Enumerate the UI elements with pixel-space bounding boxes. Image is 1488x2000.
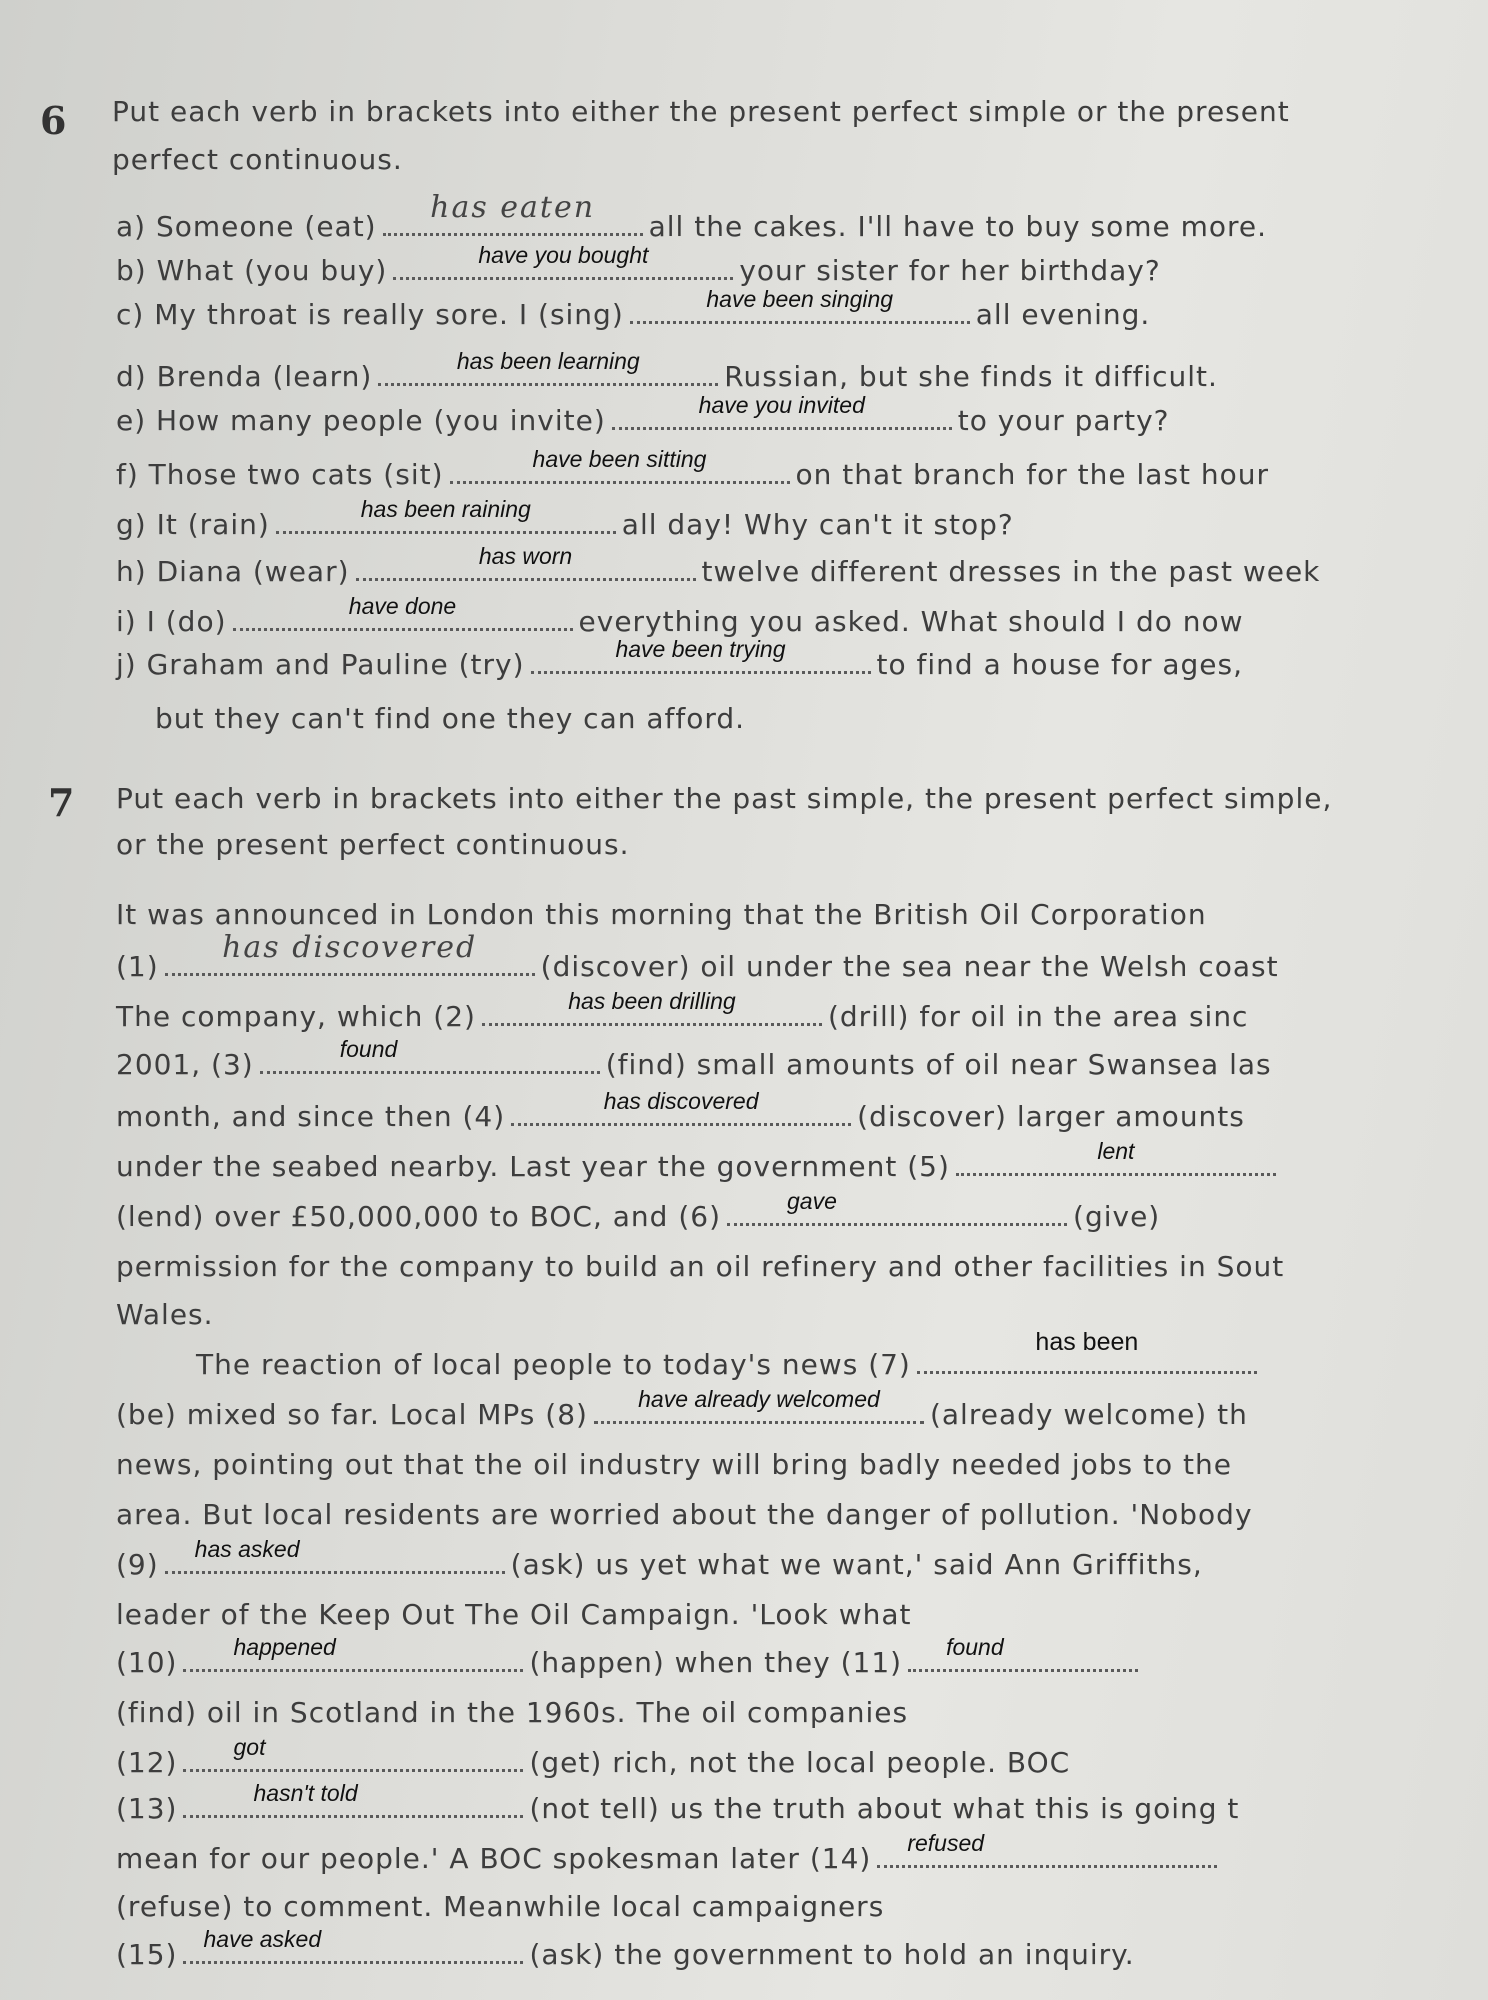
item-rest: to your party? xyxy=(957,404,1170,437)
passage-line-20 xyxy=(116,1830,1223,1875)
answer-blank[interactable] xyxy=(531,636,871,674)
answer-text: has been learning xyxy=(456,348,640,374)
passage-line-13: area. But local residents are worried about the danger of pollution. 'Nobody xyxy=(116,1498,1253,1531)
gap-label: (1) xyxy=(116,950,159,983)
answer-blank[interactable] xyxy=(594,1386,924,1424)
exercise-6-item-a xyxy=(116,190,1268,243)
exercise-6-item-f xyxy=(116,446,1270,491)
passage-line-12: news, pointing out that the oil industry will bring badly needed jobs to the xyxy=(116,1448,1233,1481)
answer-text: has been xyxy=(1035,1328,1139,1356)
answer-blank[interactable] xyxy=(450,446,790,484)
passage-line-6 xyxy=(116,1138,1282,1183)
answer-blank[interactable] xyxy=(917,1328,1257,1374)
passage-line-17: (find) oil in Scotland in the 1960s. The oil companies xyxy=(116,1696,909,1729)
gap-label: (12) xyxy=(116,1746,178,1779)
item-rest: Russian, but she finds it difficult. xyxy=(724,360,1218,393)
answer-text: have been trying xyxy=(615,636,786,662)
answer-text: found xyxy=(946,1634,1004,1660)
passage-line-16 xyxy=(116,1634,1144,1679)
exercise-6-item-e xyxy=(116,392,1170,437)
item-prompt: g) It (rain) xyxy=(116,508,270,541)
passage-text: 2001, (3) xyxy=(116,1048,254,1081)
passage-text: (discover) oil under the sea near the Welsh coast xyxy=(540,950,1279,983)
answer-text: have been sitting xyxy=(532,446,707,472)
item-rest: all evening. xyxy=(975,298,1151,331)
answer-blank[interactable] xyxy=(877,1830,1217,1868)
item-prompt: f) Those two cats (sit) xyxy=(116,458,444,491)
passage-text: (already welcome) th xyxy=(929,1398,1248,1431)
passage-line-5 xyxy=(116,1088,1245,1133)
passage-line-9: Wales. xyxy=(116,1298,214,1331)
passage-text: (happen) when they (11) xyxy=(529,1646,903,1679)
exercise-6-item-j xyxy=(116,636,1244,681)
exercise-7-number: 7 xyxy=(48,780,75,825)
answer-text: has eaten xyxy=(430,190,596,225)
answer-blank[interactable] xyxy=(183,1734,523,1772)
item-prompt: c) My throat is really sore. I (sing) xyxy=(116,298,624,331)
exercise-6-number: 6 xyxy=(40,98,67,143)
passage-line-8: permission for the company to build an oil refinery and other facilities in Sout xyxy=(116,1250,1285,1283)
item-prompt: h) Diana (wear) xyxy=(116,555,350,588)
item-rest: your sister for her birthday? xyxy=(739,254,1161,287)
answer-blank[interactable] xyxy=(482,988,822,1026)
answer-text: has asked xyxy=(194,1536,300,1562)
answer-blank[interactable] xyxy=(378,348,718,386)
answer-blank[interactable] xyxy=(165,1536,505,1574)
answer-text: found xyxy=(339,1036,398,1062)
answer-blank[interactable] xyxy=(233,593,573,631)
answer-text: hasn't told xyxy=(253,1780,358,1806)
answer-text: gave xyxy=(787,1188,837,1214)
passage-text: (get) rich, not the local people. BOC xyxy=(529,1746,1071,1779)
item-prompt: a) Someone (eat) xyxy=(116,210,377,243)
passage-text: (be) mixed so far. Local MPs (8) xyxy=(116,1398,588,1431)
answer-blank[interactable] xyxy=(276,496,616,534)
passage-line-18 xyxy=(116,1734,1071,1779)
exercise-6-item-h xyxy=(116,543,1321,588)
passage-text: (ask) the government to hold an inquiry. xyxy=(529,1938,1135,1971)
answer-text: have done xyxy=(348,593,457,619)
passage-text: (not tell) us the truth about what this is going t xyxy=(529,1792,1240,1825)
answer-text: has discovered xyxy=(222,930,478,965)
answer-text: has worn xyxy=(478,543,573,569)
exercise-6-item-g xyxy=(116,496,1014,541)
answer-text: lent xyxy=(1097,1138,1135,1164)
passage-line-3 xyxy=(116,988,1249,1033)
passage-line-2 xyxy=(116,930,1279,983)
answer-blank[interactable] xyxy=(260,1036,600,1074)
answer-blank[interactable] xyxy=(183,1780,523,1818)
passage-text: (give) xyxy=(1073,1200,1161,1233)
answer-text: have you invited xyxy=(698,392,865,418)
item-rest: all day! Why can't it stop? xyxy=(621,508,1014,541)
passage-line-10 xyxy=(196,1328,1263,1381)
passage-line-19 xyxy=(116,1780,1240,1825)
answer-blank[interactable] xyxy=(630,286,970,324)
passage-text: The reaction of local people to today's news (7) xyxy=(196,1348,911,1381)
answer-text: got xyxy=(233,1734,266,1760)
passage-text: (find) small amounts of oil near Swansea las xyxy=(605,1048,1272,1081)
passage-line-11 xyxy=(116,1386,1248,1431)
passage-line-22 xyxy=(116,1926,1135,1971)
gap-label: (10) xyxy=(116,1646,178,1679)
answer-text: has been drilling xyxy=(568,988,736,1014)
answer-blank[interactable] xyxy=(956,1138,1276,1176)
passage-line-4 xyxy=(116,1036,1272,1081)
item-prompt: b) What (you buy) xyxy=(116,254,388,287)
answer-blank[interactable] xyxy=(165,930,535,976)
item-prompt: i) I (do) xyxy=(116,605,227,638)
item-rest: twelve different dresses in the past week xyxy=(701,555,1321,588)
answer-blank[interactable] xyxy=(727,1188,1067,1226)
passage-line-1: It was announced in London this morning that the British Oil Corporation xyxy=(116,898,1207,931)
passage-text: month, and since then (4) xyxy=(116,1100,506,1133)
answer-text: has been raining xyxy=(360,496,531,522)
answer-blank[interactable] xyxy=(356,543,696,581)
item-rest: to find a house for ages, xyxy=(876,648,1244,681)
item-prompt: e) How many people (you invite) xyxy=(116,404,606,437)
exercise-6-item-b xyxy=(116,242,1161,287)
passage-line-7 xyxy=(116,1188,1161,1233)
item-prompt: j) Graham and Pauline (try) xyxy=(116,648,525,681)
exercise-7-instruction-line-1: Put each verb in brackets into either the past simple, the present perfect simple, xyxy=(116,782,1333,815)
answer-text: have you bought xyxy=(478,242,649,268)
answer-blank[interactable] xyxy=(612,392,952,430)
exercise-6-item-j-continuation: but they can't find one they can afford. xyxy=(155,702,746,735)
exercise-6-instruction-line-1: Put each verb in brackets into either the present perfect simple or the present xyxy=(112,95,1290,128)
answer-blank[interactable] xyxy=(511,1088,851,1126)
answer-text: refused xyxy=(907,1830,985,1856)
answer-text: have been singing xyxy=(706,286,894,312)
gap-label: (9) xyxy=(116,1548,159,1581)
exercise-6-instruction-line-2: perfect continuous. xyxy=(112,143,403,176)
passage-text: (drill) for oil in the area sinc xyxy=(827,1000,1249,1033)
item-rest: everything you asked. What should I do now xyxy=(578,605,1244,638)
answer-blank[interactable] xyxy=(383,190,643,236)
answer-text: have asked xyxy=(203,1926,322,1952)
passage-text: The company, which (2) xyxy=(116,1000,476,1033)
gap-label: (15) xyxy=(116,1938,178,1971)
exercise-6-item-i xyxy=(116,593,1244,638)
gap-label: (13) xyxy=(116,1792,178,1825)
item-rest: on that branch for the last hour xyxy=(795,458,1270,491)
answer-text: happened xyxy=(233,1634,336,1660)
answer-blank[interactable] xyxy=(393,242,733,280)
passage-text: (discover) larger amounts xyxy=(857,1100,1245,1133)
passage-text: (lend) over £50,000,000 to BOC, and (6) xyxy=(116,1200,722,1233)
passage-line-15: leader of the Keep Out The Oil Campaign. 'Look what xyxy=(116,1598,912,1631)
answer-blank[interactable] xyxy=(183,1634,523,1672)
answer-blank[interactable] xyxy=(183,1926,523,1964)
item-rest: all the cakes. I'll have to buy some more. xyxy=(648,210,1268,243)
exercise-6-item-d xyxy=(116,348,1218,393)
passage-text: mean for our people.' A BOC spokesman later (14) xyxy=(116,1842,872,1875)
passage-line-21: (refuse) to comment. Meanwhile local campaigners xyxy=(116,1890,885,1923)
item-prompt: d) Brenda (learn) xyxy=(116,360,373,393)
answer-text: has discovered xyxy=(603,1088,759,1114)
passage-text: (ask) us yet what we want,' said Ann Griffiths, xyxy=(510,1548,1203,1581)
exercise-7-instruction-line-2: or the present perfect continuous. xyxy=(116,828,630,861)
passage-text: under the seabed nearby. Last year the government (5) xyxy=(116,1150,950,1183)
passage-line-14 xyxy=(116,1536,1203,1581)
answer-text: have already welcomed xyxy=(638,1386,880,1412)
answer-blank[interactable] xyxy=(908,1634,1138,1672)
exercise-6-item-c xyxy=(116,286,1151,331)
